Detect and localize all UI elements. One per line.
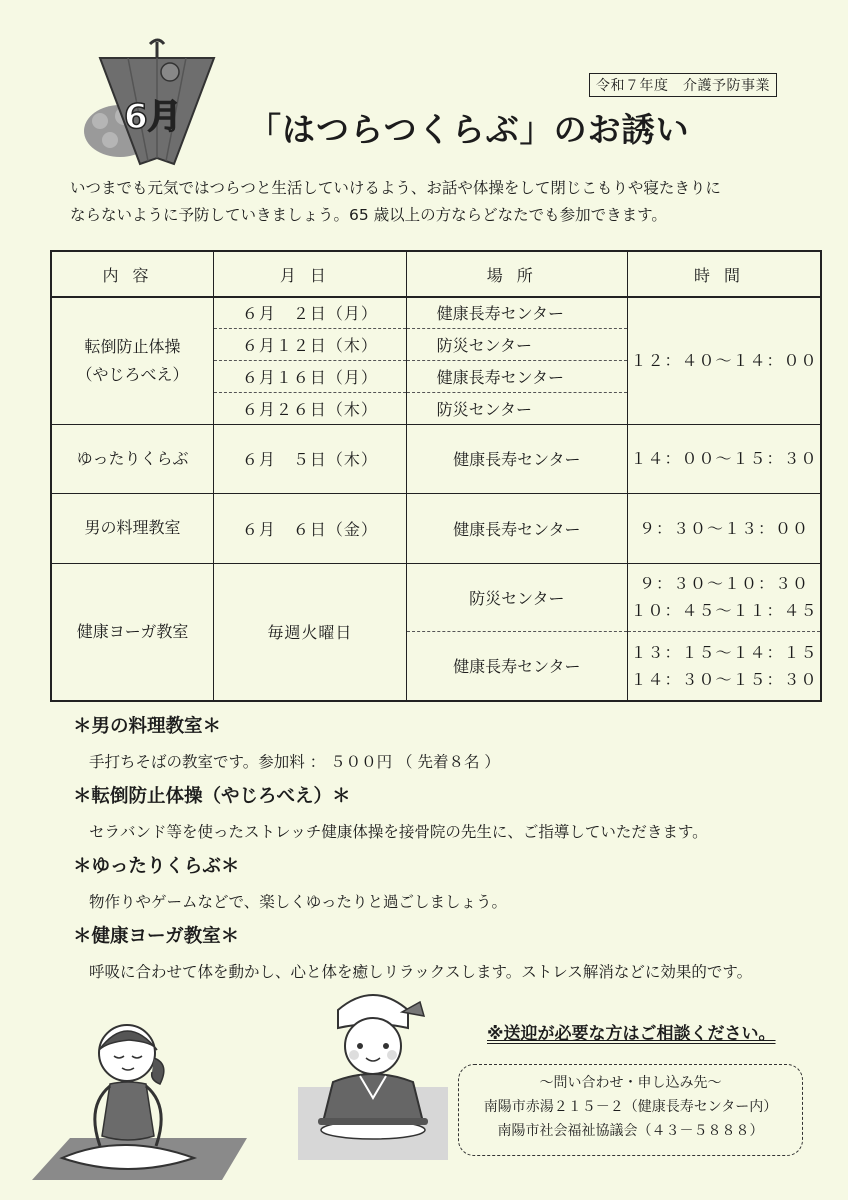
month-label: 6月: [124, 97, 182, 137]
contact-box: [458, 1064, 803, 1156]
desc-body: 物作りやゲームなどで、楽しくゆったりと過ごしましょう。: [89, 893, 508, 911]
time-cell: ９：３０～１３：００: [628, 493, 822, 563]
desc-body: セラバンド等を使ったストレッチ健康体操を接骨院の先生に、ご指導していただきます。: [89, 823, 708, 841]
contact-phone: 南陽市社会福祉協議会（４３－５８８８）: [497, 1123, 764, 1139]
desc-heading: ＊男の料理教室＊: [73, 716, 222, 737]
intro-text: [70, 175, 800, 229]
place-cell: 健康長寿センター: [406, 424, 627, 493]
header-place: 場所: [406, 251, 627, 297]
table-header-row: [51, 251, 821, 297]
desc-heading: ＊転倒防止体操（やじろべえ）＊: [73, 786, 351, 807]
activity-ryouri: 男の料理教室: [51, 493, 214, 563]
place-cell: 健康長寿センター: [406, 360, 627, 392]
date-cell: ６月１６日（月）: [214, 360, 407, 392]
header-time: 時間: [628, 251, 822, 297]
activity-yuttari: ゆったりくらぶ: [51, 424, 214, 493]
time-cell: １４：００～１５：３０: [628, 424, 822, 493]
time-cell: ９：３０～１０：３０ １０：４５～１１：４５: [628, 563, 822, 631]
date-cell: ６月２６日（木）: [214, 392, 407, 424]
date-cell: ６月 ６日（金）: [214, 493, 407, 563]
soba-chef-illustration: [298, 992, 448, 1160]
contact-address: 南陽市赤湯２１５－２（健康長寿センター内）: [483, 1099, 778, 1115]
page-title: 「はつらつくらぶ」のお誘い: [248, 110, 690, 149]
descriptions: [73, 712, 813, 992]
time-cell: １３：１５～１４：１５ １４：３０～１５：３０: [628, 631, 822, 701]
time-cell: １２：４０～１４：００: [628, 297, 822, 424]
desc-body: 手打ちそばの教室です。参加料 ： ５００円 （ 先着８名 ）: [89, 753, 500, 771]
desc-body: 呼吸に合わせて体を動かし、心と体を癒しリラックスします。ストレス解消などに効果的です。: [89, 963, 753, 981]
activity-yoga: 健康ヨーガ教室: [51, 563, 214, 701]
desc-heading: ＊健康ヨーガ教室＊: [73, 926, 240, 947]
intro-line-1: いつまでも元気ではつらつと生活していけるよう、お話や体操をして閉じこもりや寝たきりに: [70, 179, 721, 197]
transport-note: ※送迎が必要な方はご相談ください。: [487, 1024, 776, 1044]
yoga-woman-illustration: [32, 1018, 247, 1183]
umbrella-icon: [82, 36, 232, 171]
header-date: 月日: [214, 251, 407, 297]
date-cell: 毎週火曜日: [214, 563, 407, 701]
table-row: [51, 493, 821, 563]
date-cell: ６月１２日（木）: [214, 328, 407, 360]
place-cell: 防災センター: [406, 328, 627, 360]
place-cell: 健康長寿センター: [406, 493, 627, 563]
place-cell: 健康長寿センター: [406, 631, 627, 701]
place-cell: 防災センター: [406, 563, 627, 631]
intro-line-2: ならないように予防していきましょう。65 歳以上の方ならどなたでも参加できます。: [70, 206, 667, 224]
contact-title: ～問い合わせ・申し込み先～: [539, 1075, 722, 1091]
table-row: [51, 424, 821, 493]
date-cell: ６月 ５日（木）: [214, 424, 407, 493]
schedule-table: [50, 250, 822, 702]
fiscal-year-badge: 令和７年度 介護予防事業: [589, 73, 777, 97]
header-content: 内容: [51, 251, 214, 297]
place-cell: 防災センター: [406, 392, 627, 424]
table-row: [51, 297, 821, 328]
date-cell: ６月 ２日（月）: [214, 297, 407, 328]
place-cell: 健康長寿センター: [406, 297, 627, 328]
table-row: [51, 563, 821, 631]
activity-tentou: 転倒防止体操 （やじろべえ）: [51, 297, 214, 424]
desc-heading: ＊ゆったりくらぶ＊: [73, 856, 240, 877]
